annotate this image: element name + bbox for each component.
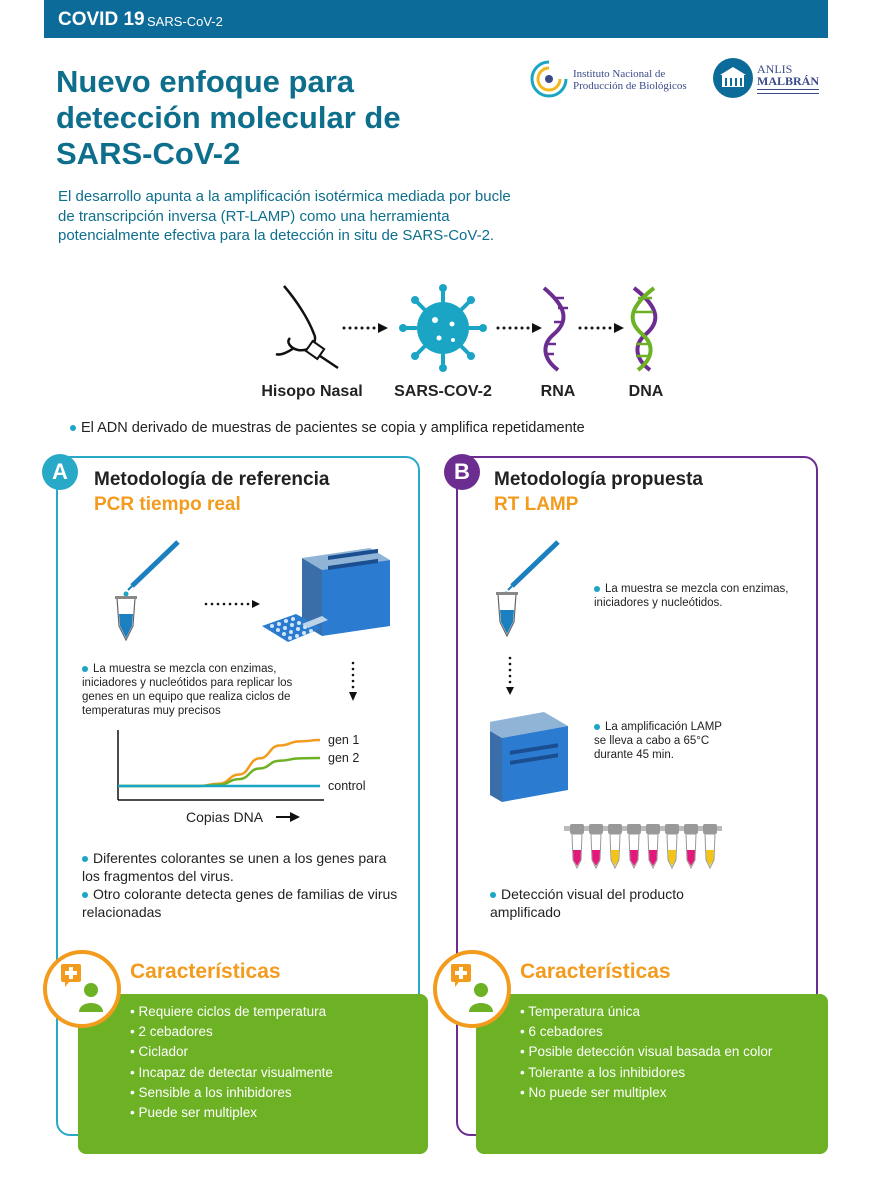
adn-note-text: El ADN derivado de muestras de pacientes se copia y amplifica repetidamente — [81, 420, 585, 436]
checklist-person-icon — [437, 954, 507, 1024]
panel-a-title: Metodología de referencia — [94, 469, 330, 490]
panel-a-char-icon-circle — [43, 950, 121, 1028]
list-item-text: 2 cebadores — [138, 1024, 213, 1040]
arrow-2-icon — [497, 323, 543, 333]
list-item-text: Puede ser multiplex — [138, 1105, 258, 1121]
list-item: • Incapaz de detectar visualmente — [130, 1064, 333, 1080]
chart-series-gen-1 — [118, 740, 320, 786]
list-item-text: Temperatura única — [528, 1004, 641, 1019]
checklist-person-icon — [47, 954, 117, 1024]
tube-8 — [703, 824, 717, 868]
step-label-hisopo: Hisopo Nasal — [261, 383, 363, 400]
list-item: • Puede ser multiplex — [130, 1105, 258, 1121]
color-tubes-strip — [564, 820, 724, 874]
arrow-a1-icon — [205, 600, 260, 608]
panel-a-bullet-2-text: Otro colorante detecta genes de familias de virus relacionadas — [82, 886, 398, 920]
panel-a-bullet-1 — [82, 849, 398, 885]
anlis-logo-text-1: ANLIS — [757, 62, 793, 76]
lamp-illustration — [490, 536, 600, 806]
pcr-chart — [110, 726, 400, 836]
anlis-logo-text-2: MALBRÁN — [757, 74, 819, 88]
list-item: • 2 cebadores — [130, 1024, 213, 1040]
list-item: • Tolerante a los inhibidores — [520, 1064, 686, 1080]
panel-b-step2-text-content: La amplificación LAMP se lleva a cabo a 65°C durante 45 min. — [594, 721, 722, 761]
arrow-1-icon — [343, 323, 389, 333]
arrow-3-icon — [579, 323, 625, 333]
list-item-text: 6 cebadores — [528, 1024, 603, 1040]
panel-a-characteristics-list — [130, 1002, 420, 1123]
panel-b-char-icon-circle — [433, 950, 511, 1028]
tube-7 — [684, 824, 698, 868]
step-label-rna: RNA — [540, 383, 576, 400]
panel-a-step-text-content: La muestra se mezcla con enzimas, iniciadores y nucleótidos para replicar los genes en un equipo que realiza ciclos de temperaturas muy precisos — [82, 663, 293, 717]
bullet-dot — [594, 724, 600, 730]
list-item: • Temperatura única — [520, 1004, 641, 1019]
panel-a-bullet-1-text: Diferentes colorantes se unen a los genes para los fragmentos del virus. — [82, 850, 387, 884]
list-item: • Posible detección visual basada en color — [520, 1044, 773, 1060]
plate-icon — [262, 614, 328, 642]
tube-2 — [589, 824, 603, 868]
panel-b-step1-text-content: La muestra se mezcla con enzimas, iniciadores y nucleótidos. — [594, 583, 789, 609]
anlis-logo-icon — [712, 57, 754, 99]
panel-a-step-text — [82, 662, 322, 718]
bullet-dot — [82, 892, 88, 898]
bullet-dot — [82, 666, 88, 672]
bullet-dot — [70, 425, 76, 431]
panel-b-step1-text — [594, 582, 804, 610]
list-item-text: Incapaz de detectar visualmente — [138, 1064, 333, 1080]
page-title: Nuevo enfoque para detección molecular de SARS-CoV-2 — [56, 64, 401, 171]
panel-a-characteristics-title: Características — [130, 960, 281, 983]
panel-b-title: Metodología propuesta — [494, 469, 703, 490]
list-item-text: Requiere ciclos de temperatura — [138, 1004, 327, 1019]
panel-b-badge: B — [444, 454, 480, 490]
list-item-text: No puede ser multiplex — [528, 1084, 667, 1100]
panel-a-bullet-2 — [82, 885, 398, 921]
list-item: • Sensible a los inhibidores — [130, 1084, 292, 1100]
incubator-icon — [490, 712, 568, 802]
inpb-logo-text-1: Instituto Nacional de — [573, 68, 666, 80]
inpb-logo-text-2: Producción de Biológicos — [573, 80, 687, 92]
list-item-text: Posible detección visual basada en color — [528, 1044, 773, 1060]
step-label-sars: SARS-COV-2 — [394, 383, 492, 400]
panel-a-badge: A — [42, 454, 78, 490]
dna-icon — [633, 288, 656, 370]
tube-strip-cap-bar — [564, 826, 722, 831]
banner-subtitle: SARS-CoV-2 — [147, 14, 223, 29]
rna-icon — [544, 288, 568, 370]
chart-series-gen-2 — [118, 758, 320, 786]
tube-5 — [646, 824, 660, 868]
tube-6 — [665, 824, 679, 868]
list-item: • Ciclador — [130, 1044, 189, 1060]
chart-legend-control: control — [328, 779, 366, 793]
banner-title: COVID 19 — [58, 9, 145, 30]
arrow-down-b-icon — [506, 657, 514, 695]
tube-icon — [496, 592, 518, 636]
chart-xlabel: Copias DNA — [186, 809, 264, 825]
list-item-text: Ciclador — [138, 1044, 189, 1060]
tube-3 — [608, 824, 622, 868]
nose-swab-icon — [276, 286, 338, 368]
panel-b-characteristics-list — [520, 1002, 820, 1103]
virus-icon — [399, 284, 487, 372]
detection-flow-diagram — [268, 282, 668, 374]
list-item-text: Tolerante a los inhibidores — [528, 1064, 686, 1080]
pcr-equipment-illustration — [100, 536, 400, 660]
chart-xlabel-arrow-icon — [276, 812, 300, 822]
chart-legend-gen-1: gen 1 — [328, 733, 360, 747]
list-item: • 6 cebadores — [520, 1024, 603, 1040]
tube-1 — [570, 824, 584, 868]
inpb-logo-icon — [528, 58, 570, 100]
chart-legend-gen-2: gen 2 — [328, 750, 360, 765]
list-item-text: Sensible a los inhibidores — [138, 1084, 292, 1100]
bullet-dot — [82, 856, 88, 862]
panel-b-bullet-text: Detección visual del producto amplificado — [490, 886, 684, 920]
bullet-dot — [594, 586, 600, 592]
pipette-icon — [124, 542, 179, 597]
panel-b-characteristics-title: Características — [520, 960, 671, 983]
tube-4 — [627, 824, 641, 868]
panel-b-subtitle: RT LAMP — [494, 494, 579, 515]
list-item: • Requiere ciclos de temperatura — [130, 1004, 327, 1019]
list-item: • No puede ser multiplex — [520, 1084, 667, 1100]
step-label-dna: DNA — [628, 383, 664, 400]
arrow-down-a-icon — [346, 660, 360, 704]
panel-b-bullet — [490, 885, 730, 921]
adn-note — [70, 420, 585, 436]
panel-a-subtitle: PCR tiempo real — [94, 494, 241, 515]
pipette-icon — [504, 542, 559, 597]
anlis-logo-rule — [757, 89, 819, 94]
intro-text: El desarrollo apunta a la amplificación isotérmica mediada por bucle de transcripción inversa (RT-LAMP) como una herramienta potencialmente efectiva para la detección in situ de SARS-CoV-2. — [58, 188, 511, 244]
tube-icon — [115, 596, 137, 640]
panel-b-step2-text — [594, 720, 734, 762]
bullet-dot — [490, 892, 496, 898]
